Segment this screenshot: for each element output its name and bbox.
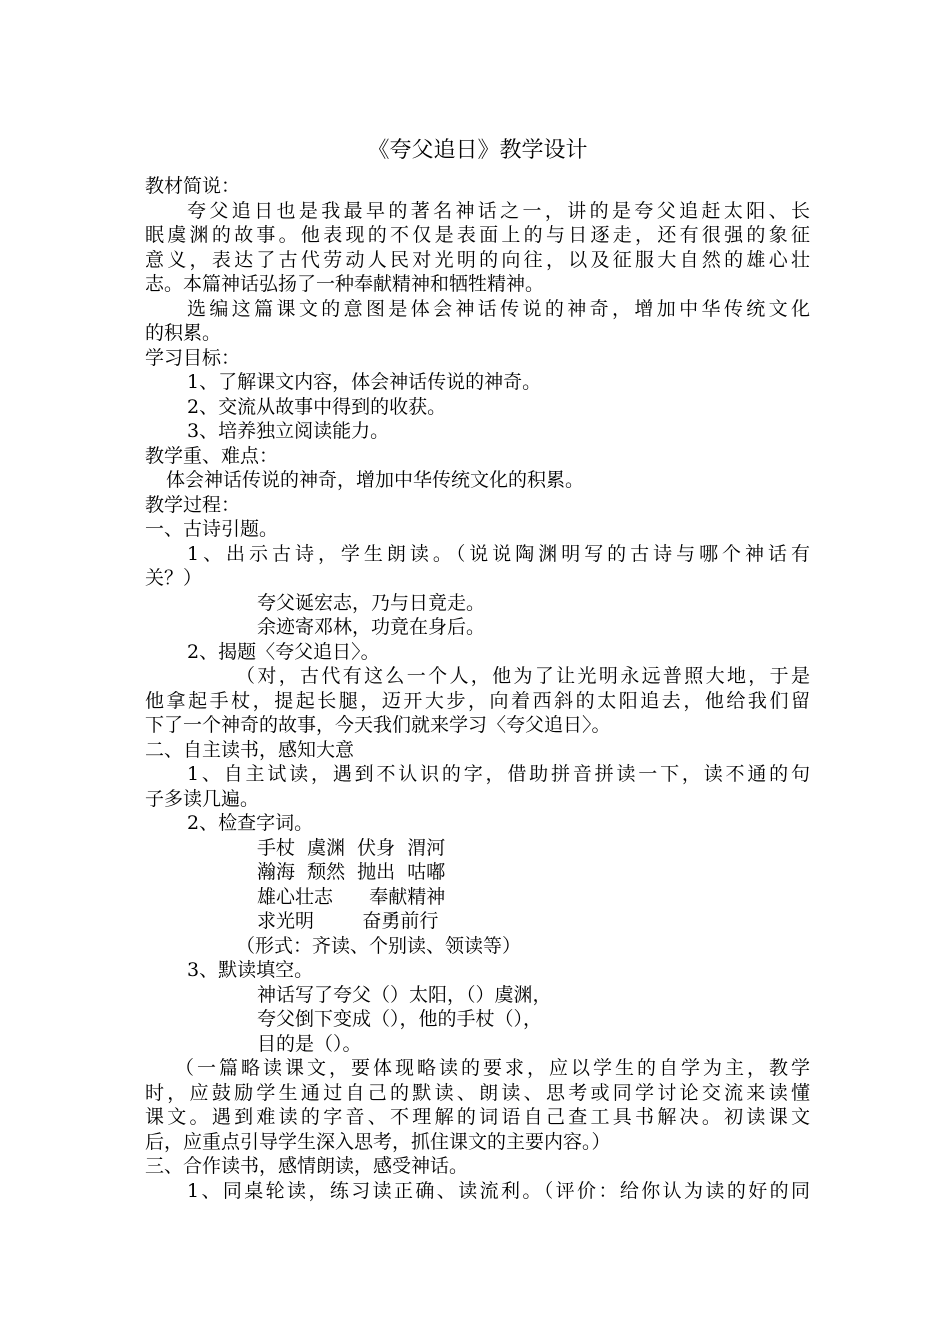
text-line: 后，应重点引导学生深入思考，抓住课文的主要内容。） <box>145 1130 611 1153</box>
text-line: 夸父倒下变成（），他的手杖（）， <box>257 1008 543 1030</box>
text-line: 神话写了夸父（）太阳，（）虞渊， <box>257 983 552 1006</box>
text-line: 2、检查字词。 <box>187 812 314 834</box>
text-line: 目的是（）。 <box>257 1032 362 1055</box>
text-line: 体会神话传说的神奇，增加中华传统文化的积累。 <box>166 469 585 491</box>
text-line: 1、出示古诗，学生朗读。（说说陶渊明写的古诗与哪个神话有 <box>187 542 810 565</box>
text-line: 教材简说： <box>145 175 241 197</box>
text-line: 3、培养独立阅读能力。 <box>187 420 390 442</box>
text-line: 志。本篇神话弘扬了一种奉献精神和牺牲精神。 <box>145 273 545 295</box>
text-line: 的积累。 <box>145 322 222 344</box>
text-line: 教学重、难点： <box>145 444 279 467</box>
document-page <box>145 136 810 1203</box>
text-line: 教学过程： <box>145 493 241 516</box>
text-line: 余迹寄邓林，功竟在身后。 <box>257 616 486 638</box>
text-line: （形式：齐读、个别读、领读等） <box>236 934 522 957</box>
text-line: 夸父诞宏志，乃与日竟走。 <box>257 591 486 614</box>
document-body <box>145 174 810 1203</box>
document-title: 《夸父追日》教学设计 <box>367 138 588 163</box>
text-line: 下了一个神奇的故事，今天我们就来学习〈夸父追日〉。 <box>145 714 611 736</box>
text-line: 瀚海 颓然 抛出 咕嘟 <box>257 861 446 883</box>
text-line: 时，应鼓励学生通过自己的默读、朗读、思考或同学讨论交流来读懂 <box>145 1081 810 1104</box>
text-line: （一篇略读课文，要体现略读的要求，应以学生的自学为主，教学 <box>175 1057 810 1079</box>
text-line: 选编这篇课文的意图是体会神话传说的神奇，增加中华传统文化 <box>187 297 810 320</box>
text-line: 他拿起手杖，提起长腿，迈开大步，向着西斜的太阳追去，他给我们留 <box>145 689 810 712</box>
text-line: 二、自主读书，感知大意 <box>145 738 355 761</box>
text-line: 求光明 奋勇前行 <box>257 910 439 932</box>
text-line: 2、揭题〈夸父追日〉。 <box>187 640 380 663</box>
text-line: 3、默读填空。 <box>187 959 314 981</box>
text-line: 意义，表达了古代劳动人民对光明的向往，以及征服大自然的雄心壮 <box>145 248 810 271</box>
text-line: （对，古代有这么一个人，他为了让光明永远普照大地，于是 <box>236 665 810 687</box>
text-line: 手杖 虞渊 伏身 渭河 <box>257 836 446 859</box>
text-line: 三、合作读书，感情朗读，感受神话。 <box>145 1155 469 1177</box>
text-line: 关？） <box>145 567 203 589</box>
text-line: 课文。遇到难读的字音、不理解的词语自己查工具书解决。初读课文 <box>145 1106 810 1128</box>
text-line: 雄心壮志 奉献精神 <box>257 885 446 908</box>
text-line: 子多读几遍。 <box>145 787 260 810</box>
text-line: 2、交流从故事中得到的收获。 <box>187 395 447 418</box>
text-line: 夸父追日也是我最早的著名神话之一，讲的是夸父追赶太阳、长 <box>187 199 810 222</box>
text-line: 眠虞渊的故事。他表现的不仅是表面上的与日逐走，还有很强的象征 <box>145 224 810 246</box>
text-line: 1、自主试读，遇到不认识的字，借助拼音拼读一下，读不通的句 <box>187 763 810 785</box>
text-line: 学习目标： <box>145 346 241 369</box>
text-line: 1、同桌轮读，练习读正确、读流利。（评价：给你认为读的好的同 <box>187 1179 810 1202</box>
text-line: 1、了解课文内容，体会神话传说的神奇。 <box>187 371 542 393</box>
text-line: 一、古诗引题。 <box>145 518 279 540</box>
